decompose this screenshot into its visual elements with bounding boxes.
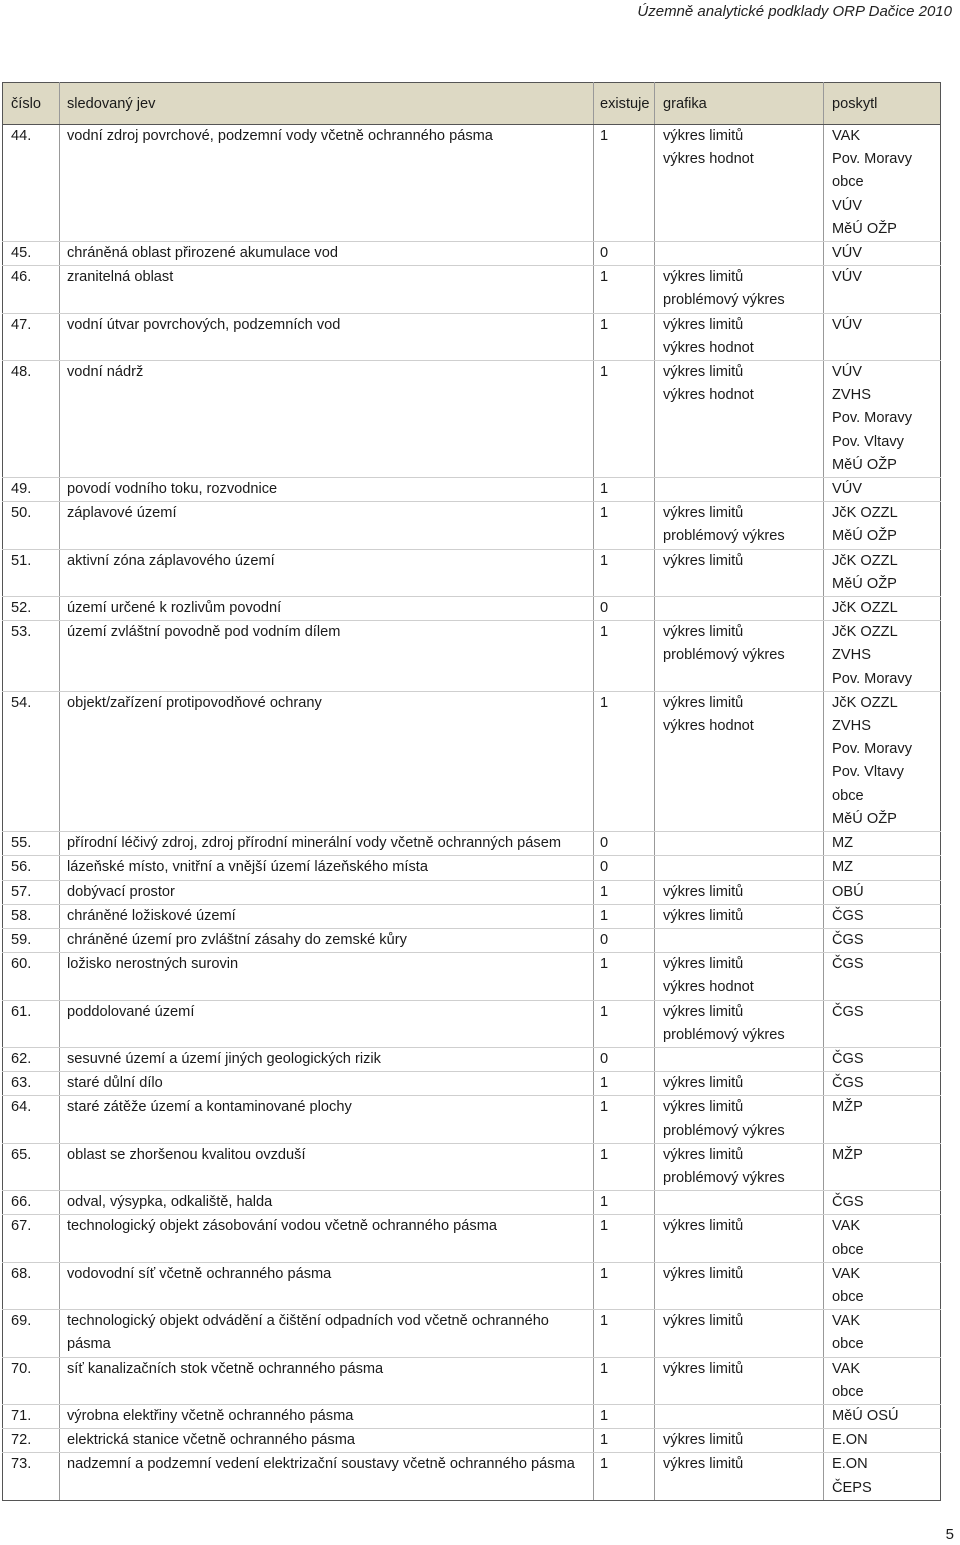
graphics-value (655, 832, 824, 856)
row-number: 73. (3, 1453, 60, 1500)
graphics-value: výkres limitů výkres hodnot (655, 691, 824, 831)
exists-value: 0 (594, 1047, 655, 1071)
exists-value: 1 (594, 361, 655, 478)
row-number: 66. (3, 1191, 60, 1215)
row-number: 49. (3, 478, 60, 502)
row-number: 62. (3, 1047, 60, 1071)
row-number: 46. (3, 266, 60, 313)
provider-value: ČGS (824, 928, 941, 952)
phenomenon-name: staré důlní dílo (60, 1072, 594, 1096)
graphics-value: výkres limitů (655, 880, 824, 904)
graphics-value: výkres limitů problémový výkres (655, 621, 824, 692)
graphics-value: výkres limitů problémový výkres (655, 266, 824, 313)
column-header-exists: existuje (594, 83, 655, 125)
exists-value: 1 (594, 880, 655, 904)
table-row (3, 1047, 941, 1071)
exists-value: 1 (594, 904, 655, 928)
exists-value: 1 (594, 1262, 655, 1309)
row-number: 51. (3, 549, 60, 596)
row-number: 57. (3, 880, 60, 904)
table-body (3, 125, 941, 1501)
exists-value: 1 (594, 691, 655, 831)
provider-value: ČGS (824, 953, 941, 1000)
phenomenon-name: aktivní zóna záplavového území (60, 549, 594, 596)
phenomenon-name: povodí vodního toku, rozvodnice (60, 478, 594, 502)
phenomenon-name: poddolované území (60, 1000, 594, 1047)
table-row (3, 880, 941, 904)
provider-value: OBÚ (824, 880, 941, 904)
exists-value: 1 (594, 1096, 655, 1143)
phenomenon-name: odval, výsypka, odkaliště, halda (60, 1191, 594, 1215)
table-row (3, 1310, 941, 1357)
provider-value: VAK obce (824, 1262, 941, 1309)
exists-value: 1 (594, 1191, 655, 1215)
phenomenon-name: výrobna elektřiny včetně ochranného pásma (60, 1404, 594, 1428)
graphics-value (655, 1191, 824, 1215)
table-row (3, 597, 941, 621)
provider-value: JčK OZZL ZVHS Pov. Moravy (824, 621, 941, 692)
provider-value: VAK obce (824, 1357, 941, 1404)
exists-value: 0 (594, 832, 655, 856)
graphics-value: výkres limitů (655, 549, 824, 596)
graphics-value: výkres limitů (655, 1262, 824, 1309)
graphics-value: výkres limitů (655, 1215, 824, 1262)
table-row (3, 125, 941, 242)
row-number: 59. (3, 928, 60, 952)
table-row (3, 1000, 941, 1047)
phenomenon-name: dobývací prostor (60, 880, 594, 904)
provider-value: VÚV ZVHS Pov. Moravy Pov. Vltavy MěÚ OŽP (824, 361, 941, 478)
graphics-value: výkres limitů problémový výkres (655, 1096, 824, 1143)
exists-value: 0 (594, 856, 655, 880)
table-row (3, 1215, 941, 1262)
column-header-provider: poskytl (824, 83, 941, 125)
row-number: 58. (3, 904, 60, 928)
provider-value: JčK OZZL MěÚ OŽP (824, 502, 941, 549)
graphics-value: výkres limitů výkres hodnot (655, 953, 824, 1000)
row-number: 67. (3, 1215, 60, 1262)
provider-value: MZ (824, 856, 941, 880)
table-row (3, 856, 941, 880)
provider-value: ČGS (824, 904, 941, 928)
row-number: 50. (3, 502, 60, 549)
provider-value: ČGS (824, 1191, 941, 1215)
row-number: 44. (3, 125, 60, 242)
exists-value: 1 (594, 1429, 655, 1453)
phenomenon-name: technologický objekt odvádění a čištění odpadních vod včetně ochranného pásma (60, 1310, 594, 1357)
table-row (3, 691, 941, 831)
graphics-value: výkres limitů (655, 1453, 824, 1500)
provider-value: VAK obce (824, 1310, 941, 1357)
phenomenon-name: objekt/zařízení protipovodňové ochrany (60, 691, 594, 831)
row-number: 68. (3, 1262, 60, 1309)
phenomenon-name: chráněná oblast přirozené akumulace vod (60, 242, 594, 266)
graphics-value: výkres limitů výkres hodnot (655, 125, 824, 242)
column-header-graphics: grafika (655, 83, 824, 125)
provider-value: VAK Pov. Moravy obce VÚV MěÚ OŽP (824, 125, 941, 242)
provider-value: VÚV (824, 478, 941, 502)
phenomenon-name: území určené k rozlivům povodní (60, 597, 594, 621)
phenomenon-name: lázeňské místo, vnitřní a vnější území lázeňského místa (60, 856, 594, 880)
table-row (3, 621, 941, 692)
row-number: 70. (3, 1357, 60, 1404)
exists-value: 1 (594, 478, 655, 502)
column-header-phenomenon: sledovaný jev (60, 83, 594, 125)
table-row (3, 1429, 941, 1453)
graphics-value: výkres limitů (655, 1310, 824, 1357)
graphics-value (655, 242, 824, 266)
graphics-value (655, 597, 824, 621)
exists-value: 1 (594, 266, 655, 313)
table-row (3, 478, 941, 502)
table-row (3, 832, 941, 856)
phenomenon-name: staré zátěže území a kontaminované plochy (60, 1096, 594, 1143)
phenomenon-name: vodní zdroj povrchové, podzemní vody včetně ochranného pásma (60, 125, 594, 242)
table-row (3, 242, 941, 266)
exists-value: 1 (594, 1453, 655, 1500)
provider-value: ČGS (824, 1047, 941, 1071)
row-number: 61. (3, 1000, 60, 1047)
phenomenon-name: elektrická stanice včetně ochranného pásma (60, 1429, 594, 1453)
provider-value: JčK OZZL MěÚ OŽP (824, 549, 941, 596)
table-row (3, 1143, 941, 1190)
exists-value: 1 (594, 1357, 655, 1404)
phenomenon-name: oblast se zhoršenou kvalitou ovzduší (60, 1143, 594, 1190)
table-row (3, 1357, 941, 1404)
row-number: 64. (3, 1096, 60, 1143)
table-row (3, 1096, 941, 1143)
row-number: 48. (3, 361, 60, 478)
exists-value: 1 (594, 1404, 655, 1428)
phenomenon-name: chráněné ložiskové území (60, 904, 594, 928)
row-number: 71. (3, 1404, 60, 1428)
graphics-value (655, 478, 824, 502)
table-row (3, 1262, 941, 1309)
phenomena-table (2, 82, 941, 1501)
table-row (3, 1404, 941, 1428)
row-number: 65. (3, 1143, 60, 1190)
phenomenon-name: síť kanalizačních stok včetně ochranného pásma (60, 1357, 594, 1404)
graphics-value: výkres limitů výkres hodnot (655, 361, 824, 478)
provider-value: VÚV (824, 313, 941, 360)
table-row (3, 1072, 941, 1096)
table-row (3, 904, 941, 928)
exists-value: 1 (594, 1310, 655, 1357)
exists-value: 0 (594, 928, 655, 952)
exists-value: 0 (594, 242, 655, 266)
phenomenon-name: zranitelná oblast (60, 266, 594, 313)
phenomenon-name: území zvláštní povodně pod vodním dílem (60, 621, 594, 692)
page-number: 5 (945, 1526, 954, 1543)
table-row (3, 266, 941, 313)
table-row (3, 1453, 941, 1500)
exists-value: 1 (594, 313, 655, 360)
running-header: Územně analytické podklady ORP Dačice 2010 (637, 3, 952, 20)
phenomenon-name: nadzemní a podzemní vedení elektrizační soustavy včetně ochranného pásma (60, 1453, 594, 1500)
provider-value: JčK OZZL ZVHS Pov. Moravy Pov. Vltavy obce MěÚ OŽP (824, 691, 941, 831)
row-number: 45. (3, 242, 60, 266)
provider-value: MŽP (824, 1143, 941, 1190)
row-number: 55. (3, 832, 60, 856)
exists-value: 1 (594, 1143, 655, 1190)
phenomenon-name: vodní útvar povrchových, podzemních vod (60, 313, 594, 360)
row-number: 60. (3, 953, 60, 1000)
exists-value: 1 (594, 1000, 655, 1047)
graphics-value (655, 1047, 824, 1071)
graphics-value: výkres limitů problémový výkres (655, 502, 824, 549)
graphics-value: výkres limitů výkres hodnot (655, 313, 824, 360)
row-number: 52. (3, 597, 60, 621)
table-row (3, 361, 941, 478)
exists-value: 1 (594, 125, 655, 242)
phenomenon-name: chráněné území pro zvláštní zásahy do zemské kůry (60, 928, 594, 952)
graphics-value: výkres limitů problémový výkres (655, 1000, 824, 1047)
provider-value: MZ (824, 832, 941, 856)
graphics-value: výkres limitů (655, 1072, 824, 1096)
provider-value: E.ON (824, 1429, 941, 1453)
graphics-value (655, 1404, 824, 1428)
graphics-value: výkres limitů (655, 904, 824, 928)
provider-value: MŽP (824, 1096, 941, 1143)
phenomenon-name: sesuvné území a území jiných geologických rizik (60, 1047, 594, 1071)
table-row (3, 928, 941, 952)
row-number: 69. (3, 1310, 60, 1357)
graphics-value (655, 856, 824, 880)
exists-value: 1 (594, 549, 655, 596)
row-number: 63. (3, 1072, 60, 1096)
table-row (3, 502, 941, 549)
column-header-number: číslo (3, 83, 60, 125)
graphics-value: výkres limitů problémový výkres (655, 1143, 824, 1190)
exists-value: 1 (594, 1072, 655, 1096)
table-row (3, 1191, 941, 1215)
phenomenon-name: přírodní léčivý zdroj, zdroj přírodní minerální vody včetně ochranných pásem (60, 832, 594, 856)
phenomenon-name: technologický objekt zásobování vodou včetně ochranného pásma (60, 1215, 594, 1262)
provider-value: E.ON ČEPS (824, 1453, 941, 1500)
provider-value: VAK obce (824, 1215, 941, 1262)
provider-value: ČGS (824, 1072, 941, 1096)
row-number: 56. (3, 856, 60, 880)
row-number: 72. (3, 1429, 60, 1453)
exists-value: 0 (594, 597, 655, 621)
provider-value: VÚV (824, 266, 941, 313)
graphics-value: výkres limitů (655, 1357, 824, 1404)
row-number: 53. (3, 621, 60, 692)
exists-value: 1 (594, 953, 655, 1000)
exists-value: 1 (594, 621, 655, 692)
table-row (3, 953, 941, 1000)
table-row (3, 549, 941, 596)
phenomenon-name: záplavové území (60, 502, 594, 549)
exists-value: 1 (594, 502, 655, 549)
provider-value: MěÚ OSÚ (824, 1404, 941, 1428)
provider-value: JčK OZZL (824, 597, 941, 621)
row-number: 54. (3, 691, 60, 831)
exists-value: 1 (594, 1215, 655, 1262)
row-number: 47. (3, 313, 60, 360)
provider-value: VÚV (824, 242, 941, 266)
phenomenon-name: vodovodní síť včetně ochranného pásma (60, 1262, 594, 1309)
graphics-value (655, 928, 824, 952)
graphics-value: výkres limitů (655, 1429, 824, 1453)
table-header-row (3, 83, 941, 125)
table-row (3, 313, 941, 360)
phenomenon-name: ložisko nerostných surovin (60, 953, 594, 1000)
phenomenon-name: vodní nádrž (60, 361, 594, 478)
provider-value: ČGS (824, 1000, 941, 1047)
